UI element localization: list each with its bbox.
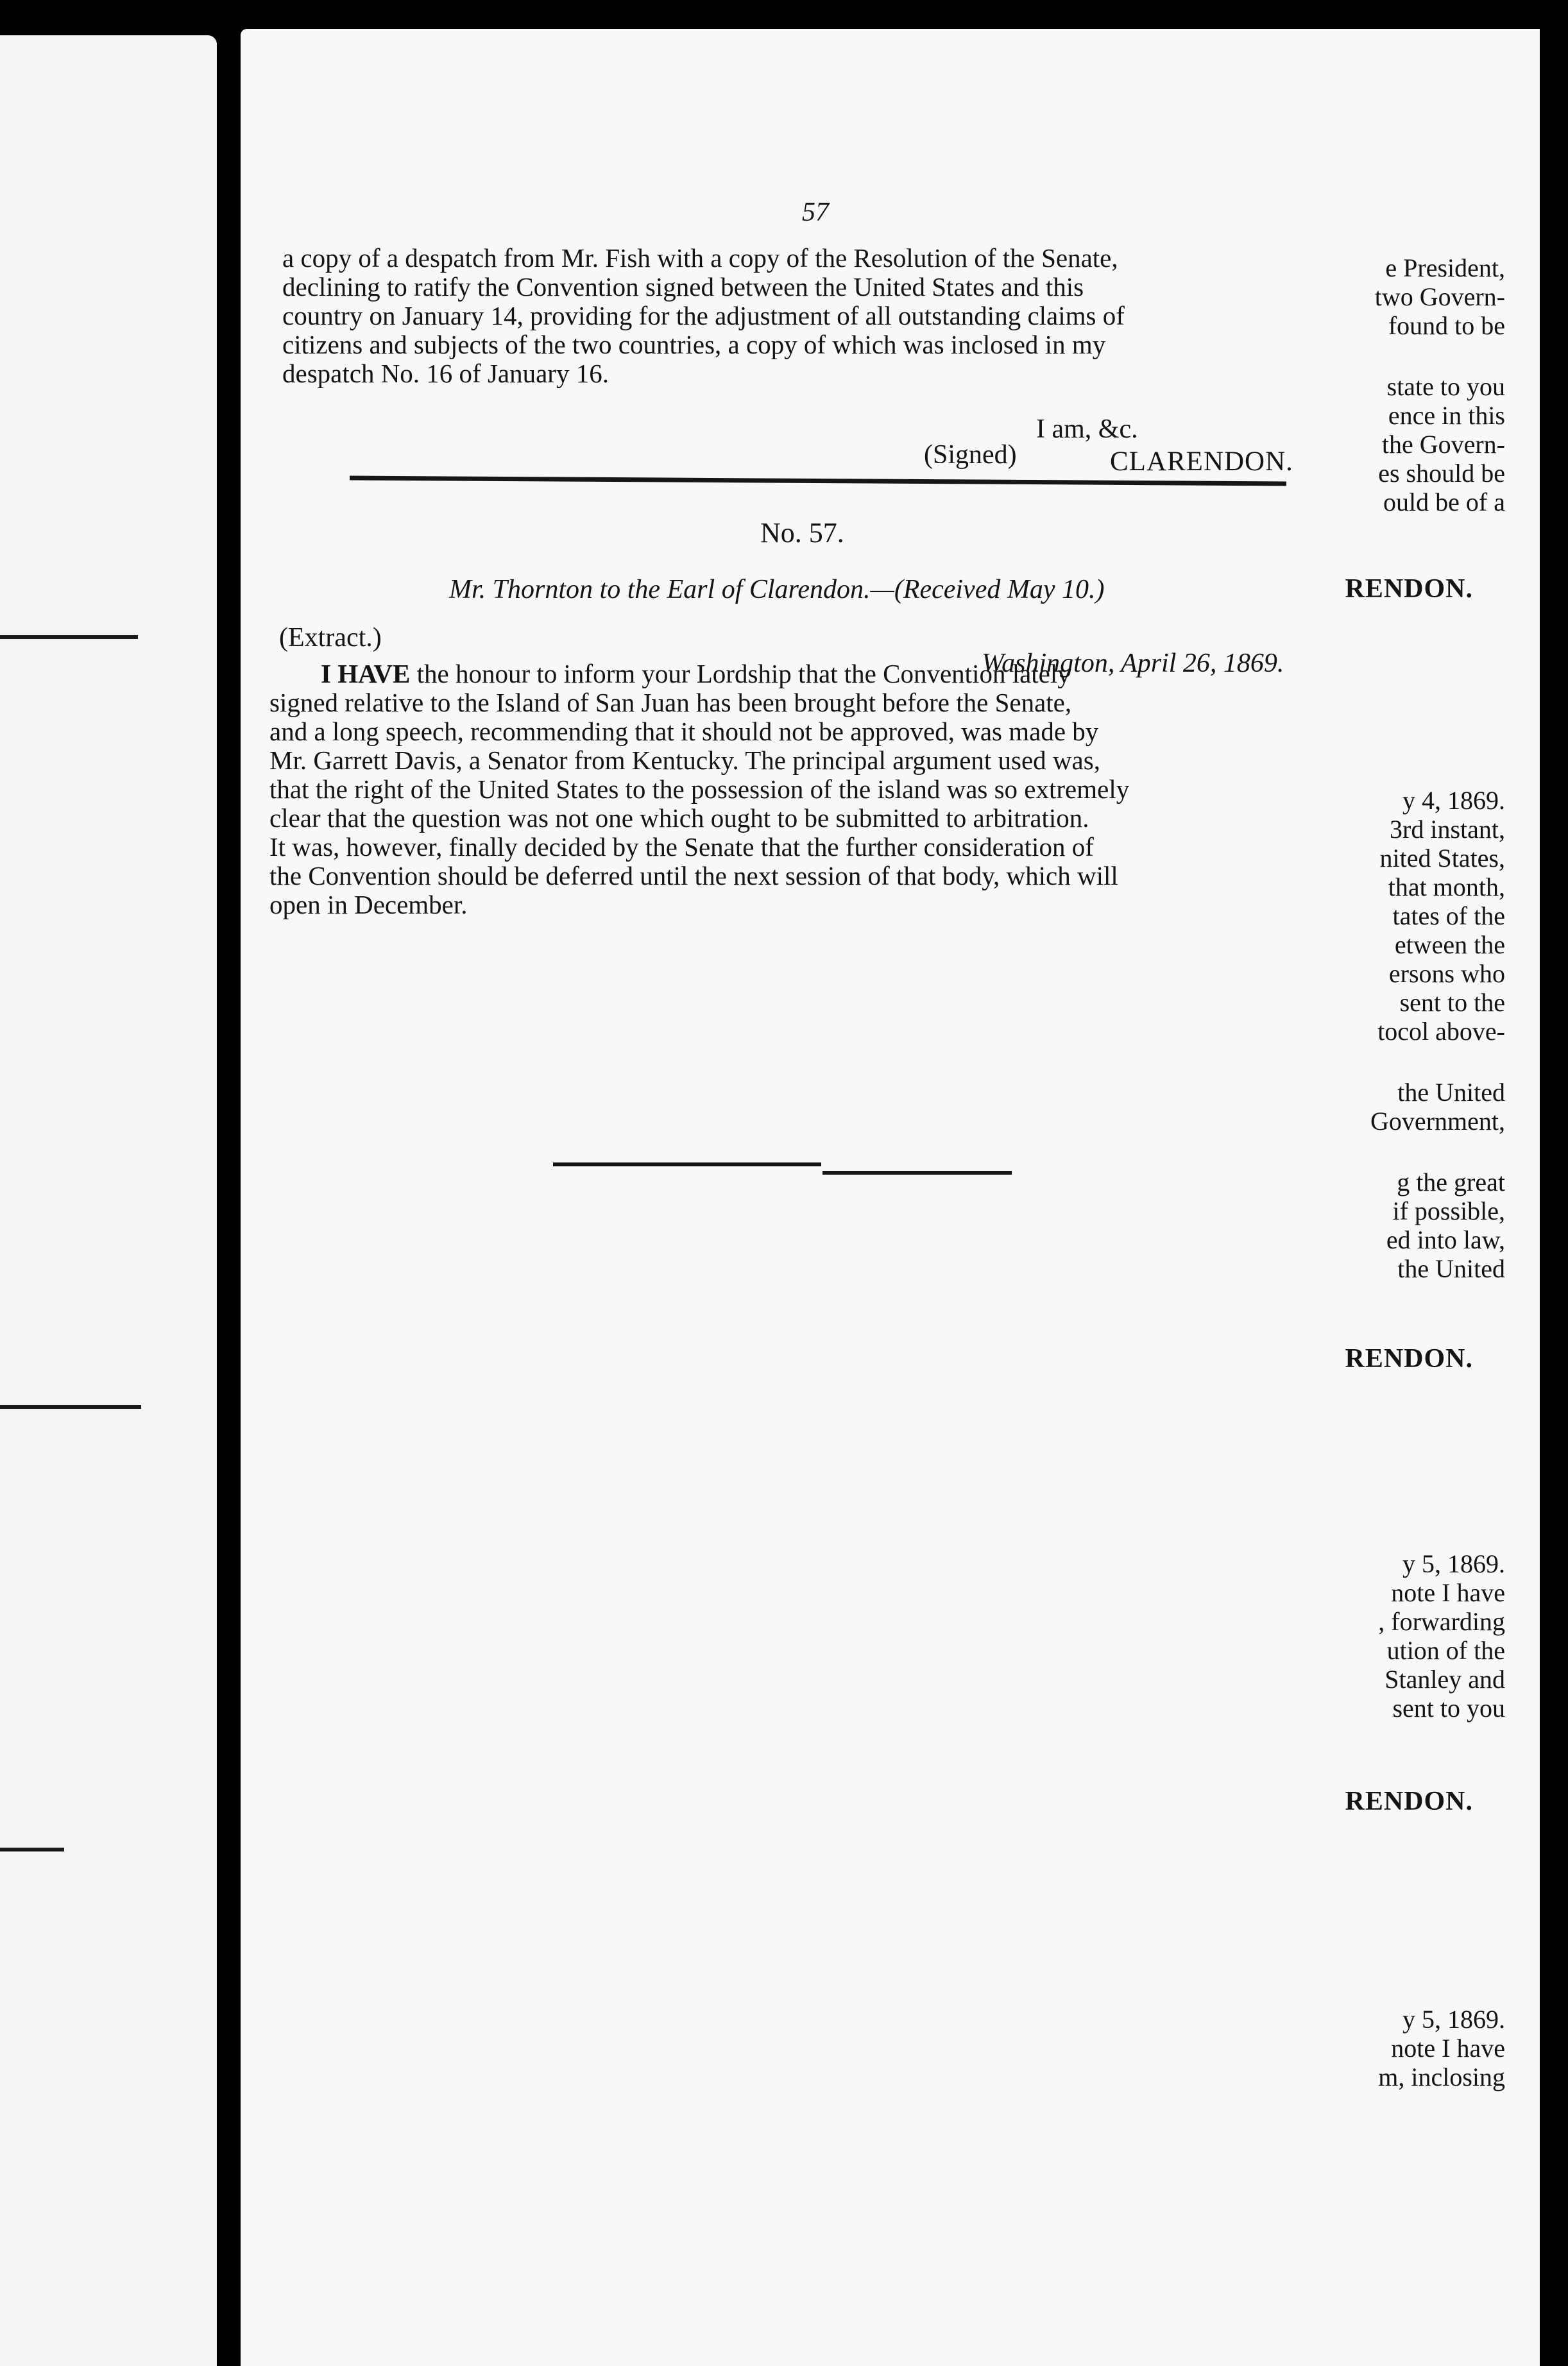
text-line: clear that the question was not one which ought to be submitted to arbitration. [269,803,1089,833]
left-text-line: etween the [1394,930,1505,959]
left-text-line: state to you [1386,372,1505,401]
left-text-line: m, inclosing [1378,2063,1505,2091]
main-paragraph [269,660,1338,919]
left-text-line: ution of the [1386,1636,1505,1665]
left-text-line: the Govern- [1381,430,1505,459]
text-line-rest: the honour to inform your Lordship that the Convention lately [410,659,1071,688]
signed-label: (Signed) [924,440,1017,470]
left-divider-rule [0,635,138,639]
left-text-line: y 5, 1869. [1402,2005,1505,2034]
left-text-line: ould be of a [1383,488,1505,516]
text-line: despatch No. 16 of January 16. [282,359,609,388]
left-facing-page [0,35,217,2366]
text-line: Mr. Garrett Davis, a Senator from Kentucky. The principal argument used was, [269,745,1100,775]
left-text-line: nited States, [1379,844,1505,872]
left-text-line: note I have [1391,1578,1505,1607]
closing-salutation: I am, &c. [1036,414,1138,444]
left-text-line: sent to you [1392,1694,1505,1723]
document-number-heading: No. 57. [760,517,844,549]
left-divider-rule [0,1405,141,1409]
text-line: open in December. [269,890,468,919]
left-text-line: note I have [1391,2034,1505,2063]
text-line: country on January 14, providing for the adjustment of all outstanding claims of [282,301,1125,330]
left-signature: RENDON. [1345,1344,1473,1374]
left-text-line: ence in this [1388,401,1505,430]
text-line: and a long speech, recommending that it should not be approved, was made by [269,717,1099,746]
extract-label: (Extract.) [279,623,382,652]
opening-paragraph [282,244,1354,388]
left-text-line: that month, [1388,872,1505,901]
left-signature: RENDON. [1345,1787,1473,1816]
text-line: It was, however, finally decided by the Senate that the further consideration of [269,832,1094,862]
left-text-line: Stanley and [1385,1665,1505,1694]
left-text-line: tates of the [1392,901,1505,930]
opening-words: I HAVE [321,659,411,688]
left-text-line: the United [1397,1254,1505,1283]
text-line-first [269,660,1338,688]
text-line: citizens and subjects of the two countries, a copy of which was inclosed in my [282,330,1106,359]
end-rule [553,1162,821,1166]
left-text-line: e President, [1385,253,1505,282]
document-title-heading: Mr. Thornton to the Earl of Clarendon.—(Received May 10.) [449,575,1105,604]
left-text-line: sent to the [1399,988,1505,1017]
signature: CLARENDON. [1110,447,1293,477]
text-line: declining to ratify the Convention signed between the United States and this [282,272,1084,302]
left-text-line: y 5, 1869. [1402,1549,1505,1578]
left-text-line: y 4, 1869. [1402,786,1505,815]
left-text-line: tocol above- [1377,1017,1505,1046]
left-text-line: two Govern- [1374,282,1505,311]
text-line: that the right of the United States to the possession of the island was so extremely [269,774,1130,804]
left-text-line: ersons who [1388,959,1505,988]
page-number: 57 [802,198,829,227]
left-signature: RENDON. [1345,574,1473,604]
text-line: signed relative to the Island of San Juan has been brought before the Senate, [269,688,1072,717]
left-text-line: found to be [1388,311,1505,340]
left-text-line: g the great [1397,1168,1505,1196]
left-text-line: the United [1397,1078,1505,1107]
end-rule [822,1171,1012,1175]
text-line: a copy of a despatch from Mr. Fish with a copy of the Resolution of the Senate, [282,243,1118,273]
dateline: Washington, April 26, 1869. [982,649,1284,678]
left-divider-rule [0,1848,64,1851]
left-text-line: Government, [1370,1107,1505,1136]
left-text-line: if possible, [1392,1196,1505,1225]
left-text-line: , forwarding [1378,1607,1505,1636]
text-line: the Convention should be deferred until the next session of that body, which will [269,861,1118,890]
left-text-line: ed into law, [1386,1225,1505,1254]
left-text-line: es should be [1378,459,1505,488]
left-text-line: 3rd instant, [1390,815,1505,844]
